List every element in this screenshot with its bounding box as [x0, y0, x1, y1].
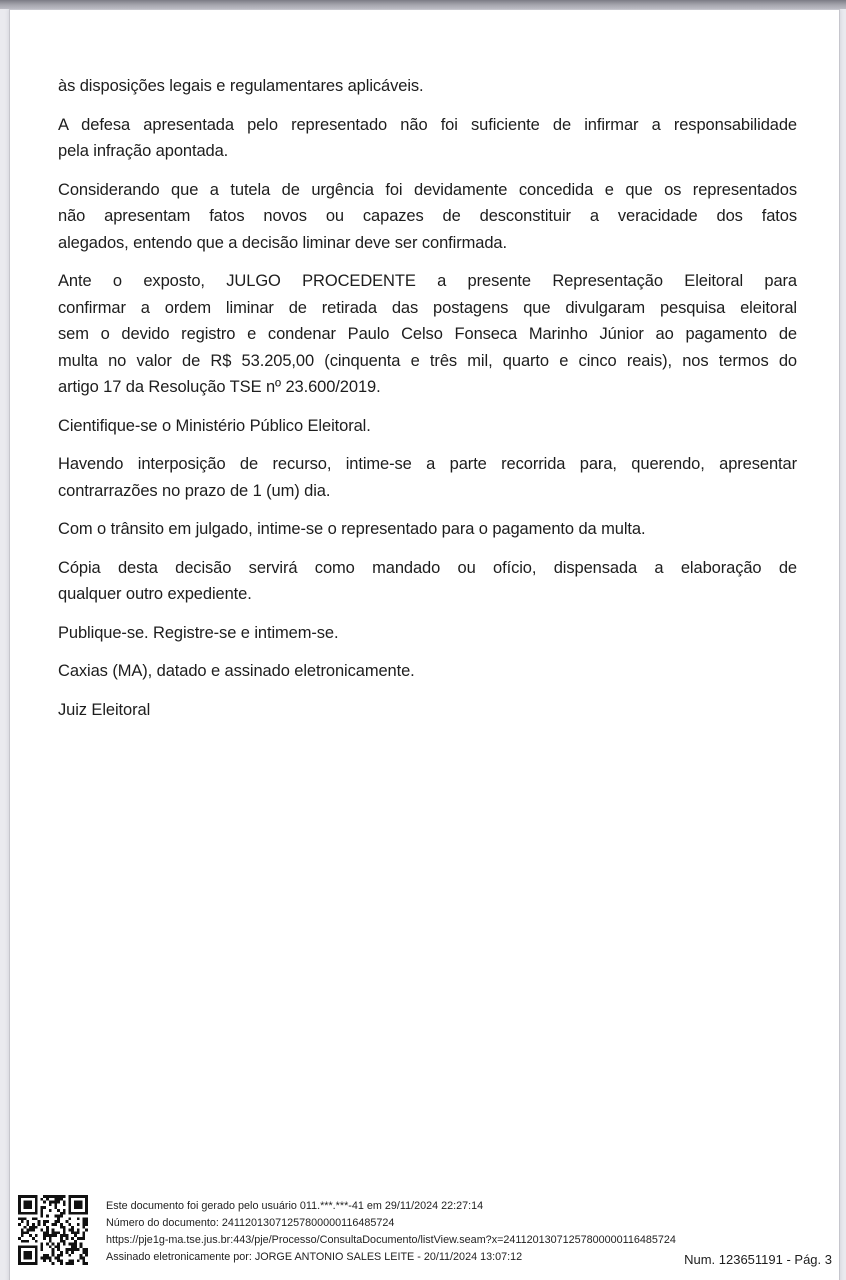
paragraph — [58, 658, 797, 685]
paragraph-line: Juiz Eleitoral — [58, 700, 151, 719]
footer-line: Número do documento: 24112013071257800000116485724 — [106, 1217, 395, 1229]
footer-line: https://pje1g-ma.tse.jus.br:443/pje/Processo/ConsultaDocumento/listView.seam?x=24112013071257800000116485724 — [106, 1234, 676, 1246]
paragraph-line: Considerando que a tutela de urgência foi devidamente concedida e que os representados — [58, 180, 797, 199]
paragraph-line: A defesa apresentada pelo representado não foi suficiente de infirmar a responsabilidade — [58, 115, 797, 134]
paragraph — [58, 268, 797, 401]
page-number-stamp: Num. 123651191 - Pág. 3 — [684, 1252, 832, 1267]
paragraph-line: Cientifique-se o Ministério Público Eleitoral. — [58, 416, 371, 435]
paragraph-line: contrarrazões no prazo de 1 (um) dia. — [58, 481, 331, 500]
paragraph-line: artigo 17 da Resolução TSE nº 23.600/2019. — [58, 378, 381, 396]
paragraph-line: qualquer outro expediente. — [58, 585, 252, 603]
document-page — [9, 9, 840, 1280]
paragraph-line: Caxias (MA), datado e assinado eletronicamente. — [58, 662, 415, 680]
paragraph — [58, 73, 797, 100]
paragraph-line: não apresentam fatos novos ou capazes de desconstituir a veracidade dos fatos — [58, 207, 797, 225]
qr-code-icon — [18, 1195, 88, 1265]
paragraph-line: multa no valor de R$ 53.205,00 (cinquenta e três mil, quarto e cinco reais), nos termos do — [58, 351, 797, 370]
paragraph-line: às disposições legais e regulamentares aplicáveis. — [58, 77, 424, 95]
paragraph-line: Cópia desta decisão servirá como mandado ou ofício, dispensada a elaboração de — [58, 558, 797, 577]
paragraph-line: sem o devido registro e condenar Paulo Celso Fonseca Marinho Júnior ao pagamento de — [58, 325, 797, 343]
paragraph-line: Havendo interposição de recurso, intime-se a parte recorrida para, querendo, apresentar — [58, 455, 797, 473]
paragraph-line: confirmar a ordem liminar de retirada das postagens que divulgaram pesquisa eleitoral — [58, 298, 797, 317]
footer-metadata — [106, 1195, 676, 1266]
document-footer — [18, 1195, 676, 1266]
footer-line: Assinado eletronicamente por: JORGE ANTONIO SALES LEITE - 20/11/2024 13:07:12 — [106, 1251, 523, 1263]
paragraph — [58, 413, 797, 440]
paragraph-line: Ante o exposto, JULGO PROCEDENTE a presente Representação Eleitoral para — [58, 272, 797, 290]
paragraph — [58, 451, 797, 504]
paragraph-line: pela infração apontada. — [58, 142, 229, 160]
footer-line: Este documento foi gerado pelo usuário 011.***.***-41 em 29/11/2024 22:27:14 — [106, 1200, 484, 1212]
paragraph — [58, 177, 797, 257]
paragraph-line: alegados, entendo que a decisão liminar deve ser confirmada. — [58, 233, 507, 252]
paragraph — [58, 516, 797, 543]
paragraph-line: Publique-se. Registre-se e intimem-se. — [58, 623, 339, 642]
paragraph — [58, 697, 797, 724]
paragraph — [58, 620, 797, 647]
paragraph — [58, 555, 797, 608]
viewer-top-edge — [0, 0, 846, 9]
paragraph-line: Com o trânsito em julgado, intime-se o representado para o pagamento da multa. — [58, 520, 646, 538]
paragraph — [58, 112, 797, 165]
document-body — [10, 10, 839, 723]
